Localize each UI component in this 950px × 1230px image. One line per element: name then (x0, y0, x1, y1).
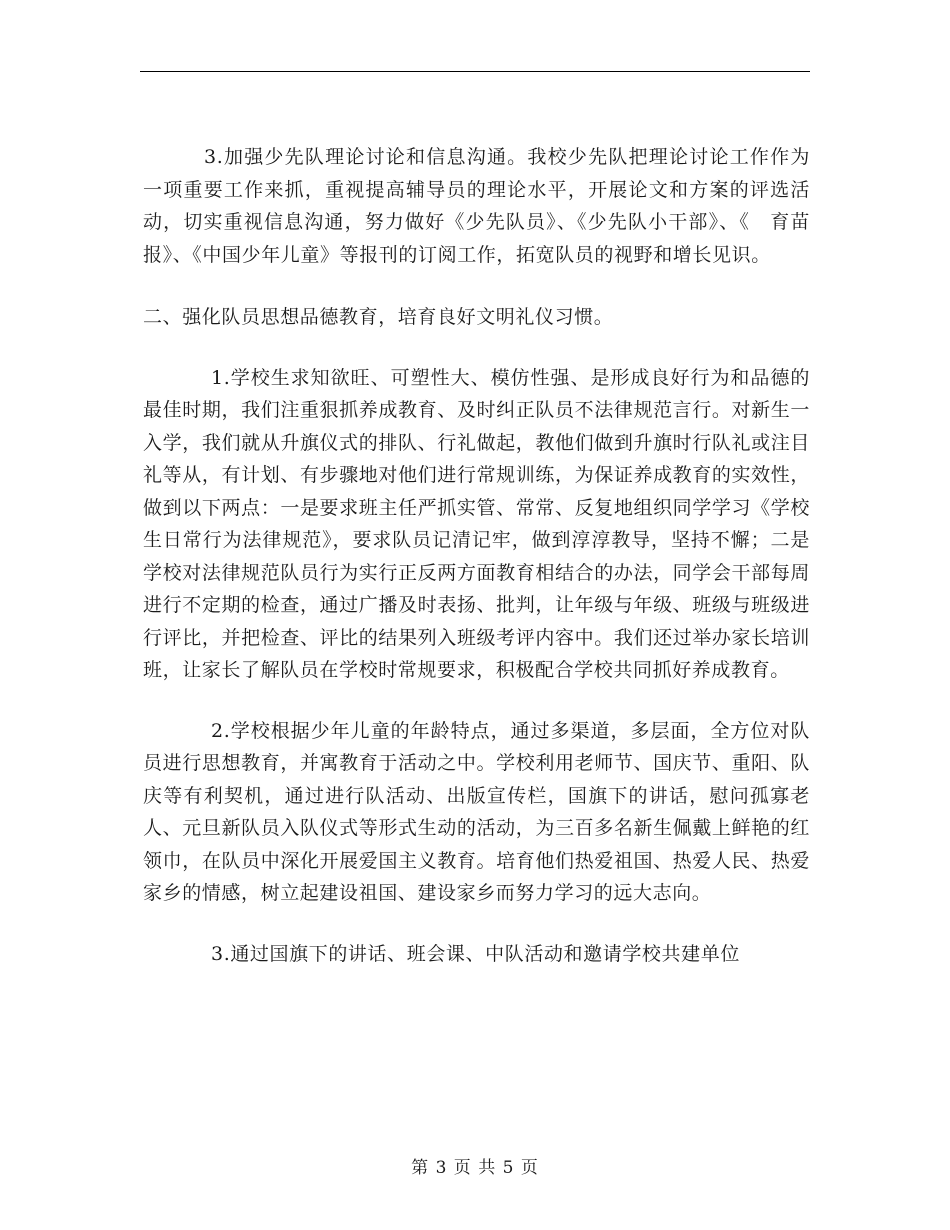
paragraph-ideological-education: 2.学校根据少年儿童的年龄特点，通过多渠道，多层面，全方位对队员进行思想教育，并寓教育于活动之中。学校利用老师节、国庆节、重阳、队庆等有利契机，通过进行队活动、出版宣传栏，国旗下的讲话，慰问孤寡老人、元旦新队员入队仪式等形式生动的活动，为三百多名新生佩戴上鲜艳的红领巾，在队员中深化开展爱国主义教育。培育他们热爱祖国、热爱人民、热爱家乡的情感，树立起建设祖国、建设家乡而努力学习的远大志向。 (143, 719, 810, 904)
paragraph-flag-speech: 3.通过国旗下的讲话、班会课、中队活动和邀请学校共建单位 (211, 942, 740, 965)
paragraph-habit-training: 1.学校生求知欲旺、可塑性大、模仿性强、是形成良好行为和品德的最佳时期，我们注重狠抓养成教育、及时纠正队员不法律规范言行。对新生一入学，我们就从升旗仪式的排队、行礼做起，教他们做到升旗时行队礼或注目礼等从，有计划、有步骤地对他们进行常规训练，为保证养成教育的实效性，做到以下两点：一是要求班主任严抓实管、常常、反复地组织同学学习《学校生日常行为法律规范》，要求队员记清记牢，做到淳淳教导，坚持不懈；二是学校对法律规范队员行为实行正反两方面教育相结合的办法，同学会干部每周进行不定期的检查，通过广播及时表扬、批判，让年级与年级、班级与班级进行评比，并把检查、评比的结果列入班级考评内容中。我们还过举办家长培训班，让家长了解队员在学校时常规要求，积极配合学校共同抓好养成教育。 (143, 366, 810, 681)
header-rule (140, 71, 810, 72)
page-number-footer: 第 3 页 共 5 页 (411, 1158, 539, 1178)
document-body (143, 141, 810, 970)
paragraph-theory-communication: 3.加强少先队理论讨论和信息沟通。我校少先队把理论讨论工作作为一项重要工作来抓，重视提高辅导员的理论水平，开展论文和方案的评选活动，切实重视信息沟通，努力做好《少先队员》、《少先队小干部》、《 育苗报》、《中国少年儿童》等报刊的订阅工作，拓宽队员的视野和增长见识。 (143, 146, 810, 266)
section-heading-moral-education: 二、强化队员思想品德教育，培育良好文明礼仪习惯。 (143, 306, 614, 328)
